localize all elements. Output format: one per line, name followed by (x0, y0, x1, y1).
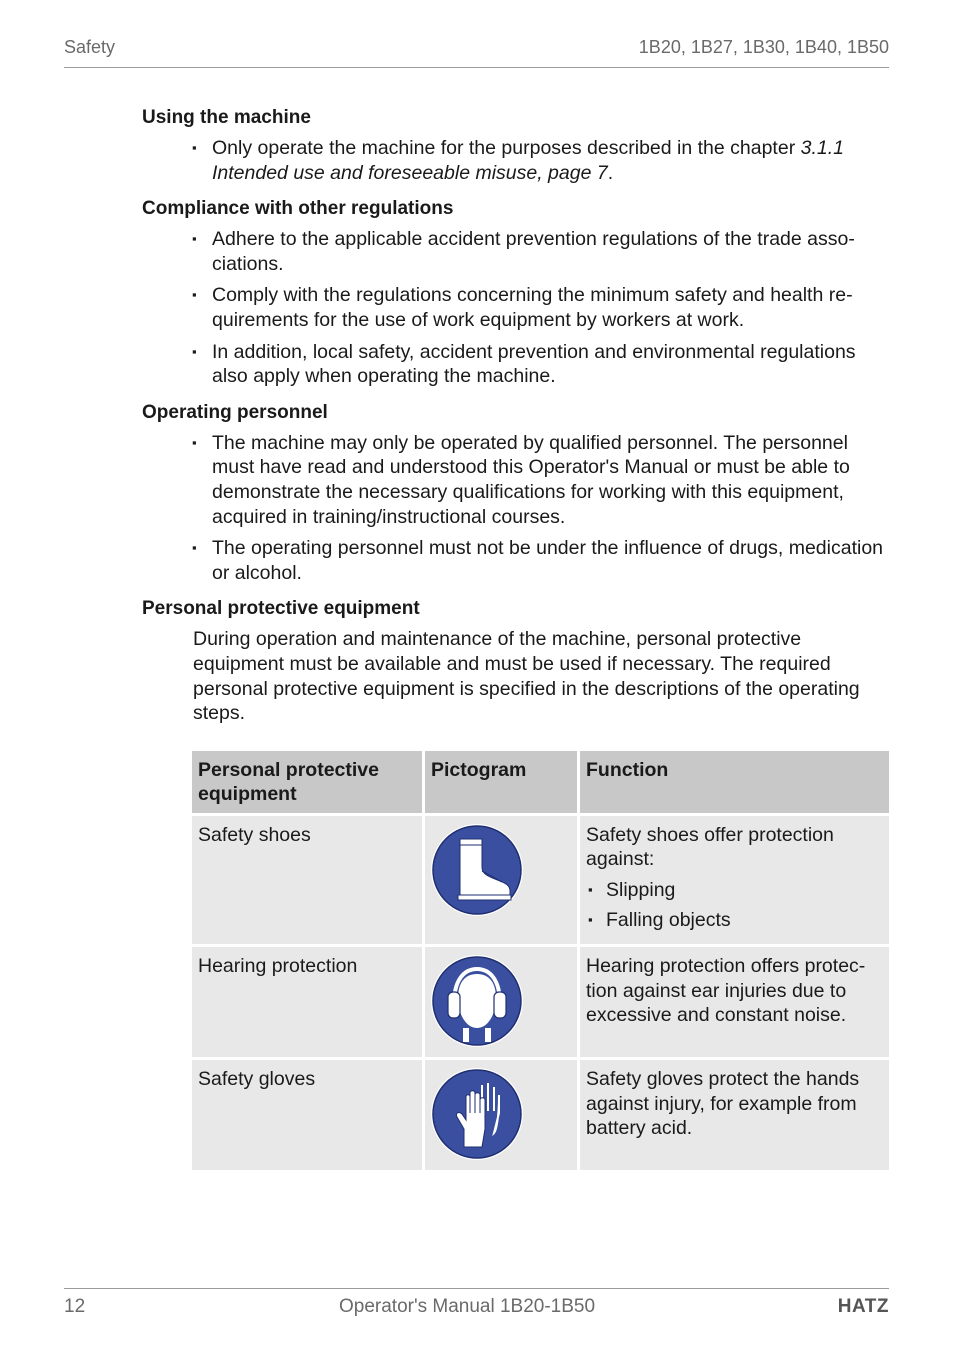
section-title: Personal protective equipment (142, 598, 420, 620)
list-item: ▪ The operating personnel must not be under the influence of drugs, medication or alcohol. (212, 536, 889, 585)
section-operating-personnel (142, 401, 889, 586)
pictogram-cell (425, 947, 580, 1060)
function-cell: Hearing protection offers protection against ear injuries due to excessive and constant noise. (580, 947, 889, 1060)
list-item: ▪ In addition, local safety, accident prevention and environmental regulations also apply when operating the machine. (212, 340, 889, 389)
header-rule (64, 67, 889, 68)
pictogram-cell (425, 1060, 580, 1173)
header-section: Safety (64, 37, 116, 57)
pictogram-cell (425, 816, 580, 948)
list-item: ▪ Only operate the machine for the purposes described in the chapter 3.1.1 Intended use and foreseeable misuse, page 7. (212, 136, 889, 185)
equipment-cell: Safety gloves (192, 1060, 425, 1173)
section-ppe (142, 597, 889, 725)
bullet-list (142, 431, 889, 586)
section-using-machine (142, 106, 889, 185)
document-body (142, 106, 889, 738)
section-compliance (142, 197, 889, 389)
function-cell: Safety shoes offer protection against: ▪ Slipping ▪ Falling objects (580, 816, 889, 948)
brand-logo: HATZ (837, 1296, 889, 1317)
table-header-row (192, 751, 889, 816)
bullet-list (142, 136, 889, 185)
list-item: ▪ The machine may only be operated by qualified personnel. The personnel must have read and understood this Operator's Manual or must be able to demonstrate the necessary qualifications for working with this equipment, acquired in training/instructional courses. (212, 431, 889, 529)
ear-protection-icon (430, 954, 524, 1048)
function-list (586, 878, 883, 933)
column-header-pictogram: Pictogram (425, 751, 580, 816)
gloves-icon (430, 1067, 524, 1161)
column-header-function: Function (580, 751, 889, 816)
equipment-cell: Hearing protection (192, 947, 425, 1060)
safety-boot-icon (430, 823, 524, 917)
list-item: ▪ Slipping (606, 878, 883, 902)
header-models: 1B20, 1B27, 1B30, 1B40, 1B50 (638, 37, 889, 57)
function-cell: Safety gloves protect the hands against injury, for example from battery acid. (580, 1060, 889, 1173)
footer-title: Operator's Manual 1B20-1B50 (339, 1296, 596, 1317)
column-header-equipment: Personal protective equipment (192, 751, 425, 816)
ppe-table (192, 751, 889, 1173)
section-title: Compliance with other regulations (142, 198, 454, 220)
chapter-reference: 3.1.1 Intended use and foreseeable misuse, page 7 (212, 137, 844, 184)
ppe-intro: During operation and maintenance of the machine, personal protective equipment must be available and must be used if necessary. The required personal protective equipment is specified in the descriptions of the operating steps. (193, 628, 860, 725)
footer-rule (64, 1288, 889, 1289)
list-item: ▪ Comply with the regulations concerning the minimum safety and health requirements for the use of work equipment by workers at work. (212, 283, 889, 332)
equipment-cell: Safety shoes (192, 816, 425, 948)
bullet-list (142, 227, 889, 389)
table-row (192, 947, 889, 1060)
list-item: ▪ Adhere to the applicable accident prevention regulations of the trade associations. (212, 227, 889, 276)
list-item: ▪ Falling objects (606, 908, 883, 932)
section-title: Using the machine (142, 107, 311, 128)
table-row (192, 1060, 889, 1173)
table-row (192, 816, 889, 948)
section-title: Operating personnel (142, 401, 328, 423)
page-number: 12 (64, 1296, 86, 1317)
